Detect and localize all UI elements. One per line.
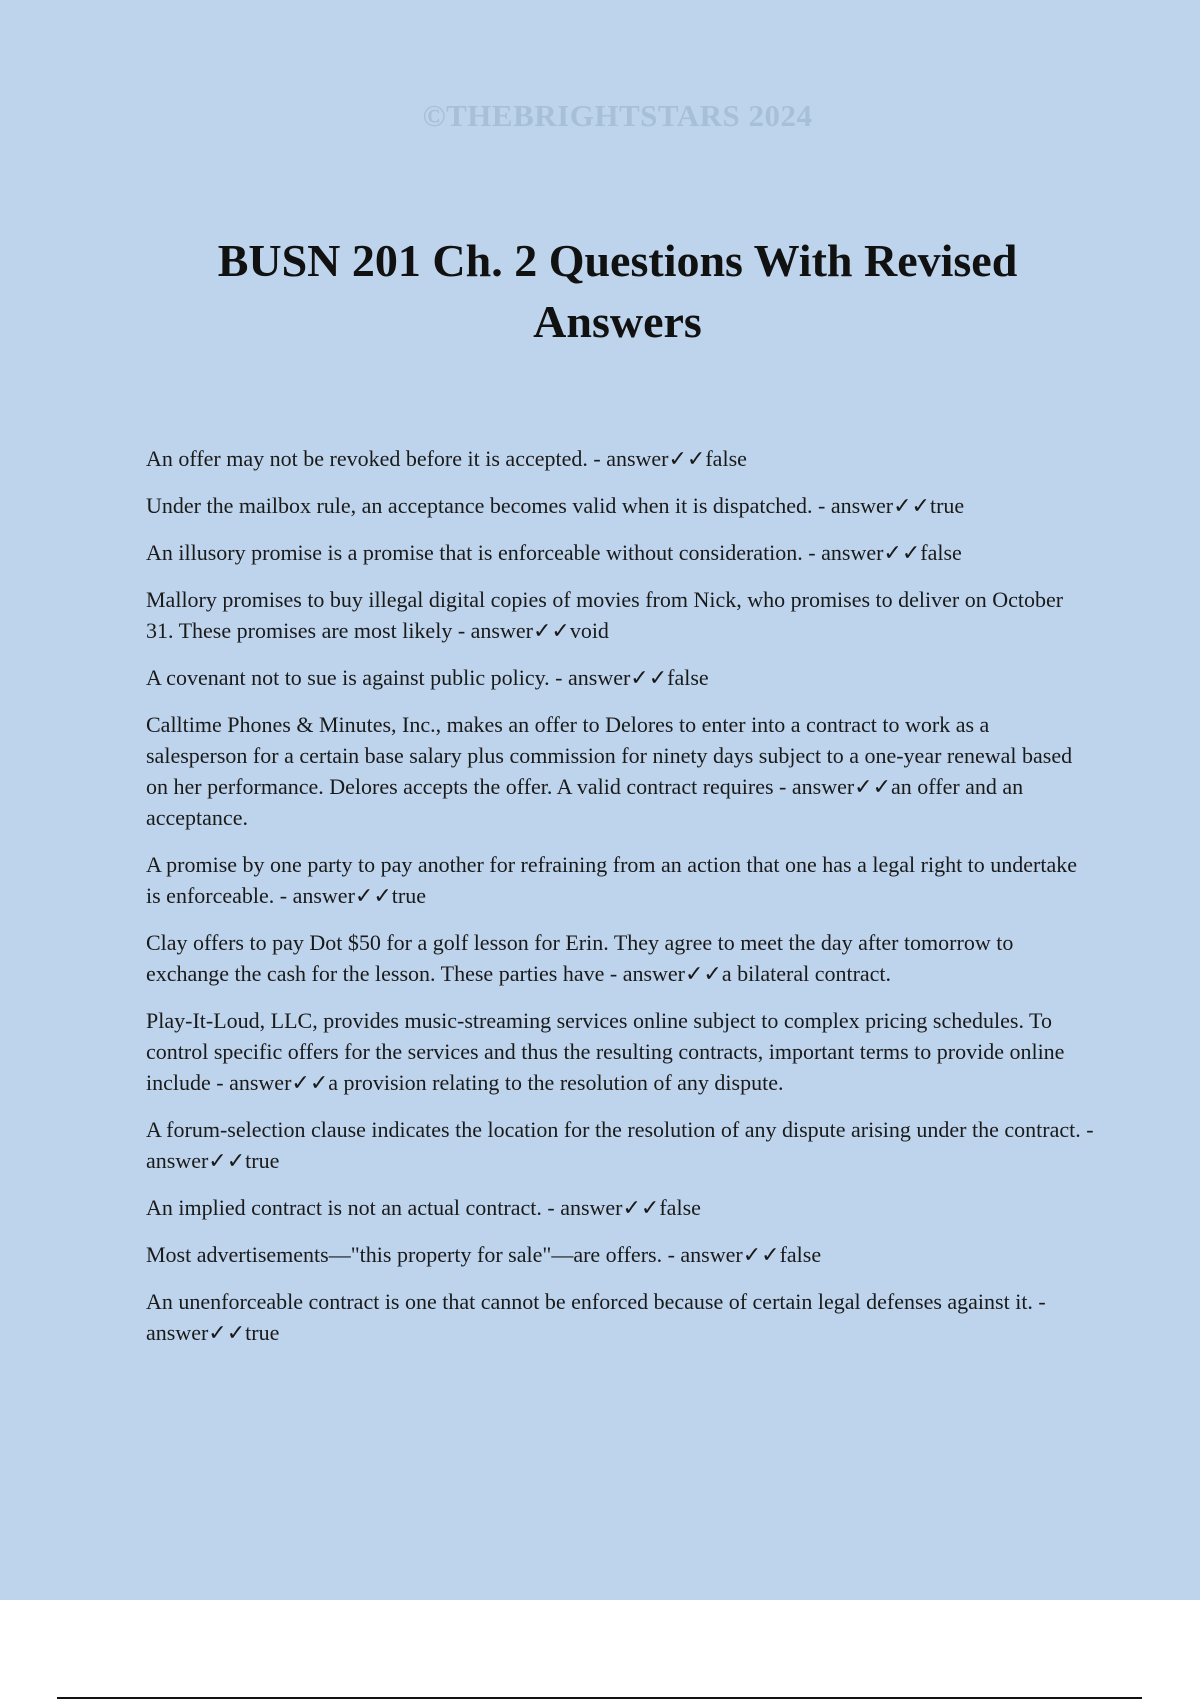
question-text: An implied contract is not an actual contract. - <box>146 1195 561 1220</box>
answer-text: false <box>667 665 709 690</box>
answer-marker: answer✓✓ <box>606 446 706 471</box>
answer-marker: answer✓✓ <box>821 540 921 565</box>
answer-marker: answer✓✓ <box>292 883 392 908</box>
answer-marker: answer✓✓ <box>146 1320 246 1345</box>
question-item <box>146 1239 1096 1270</box>
answer-marker: answer✓✓ <box>470 618 570 643</box>
answer-text: true <box>245 1320 280 1345</box>
answer-text: an offer and an acceptance. <box>146 774 1024 830</box>
question-text: Mallory promises to buy illegal digital copies of movies from Nick, who promises to deliver on October 31. These promises are most likely - <box>146 587 1064 643</box>
answer-marker: answer✓✓ <box>560 1195 660 1220</box>
question-text: An illusory promise is a promise that is enforceable without consideration. - <box>146 540 822 565</box>
answer-marker: answer✓✓ <box>791 774 892 799</box>
answer-marker: answer✓✓ <box>622 961 722 986</box>
question-item <box>146 1005 1096 1098</box>
answer-text: true <box>929 493 965 518</box>
answer-text: false <box>779 1242 822 1267</box>
answer-marker: answer✓✓ <box>680 1242 780 1267</box>
question-text: Calltime Phones & Minutes, Inc., makes an offer to Delores to enter into a contract to work as a salesperson for a certain base salary plus commission for ninety days subject to a one-year renewal based on her performance. Delores accepts the offer. A valid contract requires - <box>146 712 1073 799</box>
answer-text: void <box>569 618 609 643</box>
answer-marker: answer✓✓ <box>830 493 930 518</box>
question-text: A promise by one party to pay another for refraining from an action that one has a legal right to undertake is enforceable. - <box>146 852 1078 908</box>
question-list <box>146 443 1096 1364</box>
answer-text: true <box>245 1148 280 1173</box>
question-item <box>146 927 1096 989</box>
question-item <box>146 584 1096 646</box>
question-item <box>146 1192 1096 1223</box>
answer-marker: answer✓✓ <box>568 665 668 690</box>
question-text: Most advertisements—"this property for sale"—are offers. - <box>146 1242 681 1267</box>
question-item <box>146 537 1096 568</box>
answer-marker: answer✓✓ <box>229 1070 329 1095</box>
answer-text: false <box>920 540 962 565</box>
question-item <box>146 1114 1096 1176</box>
watermark: ©THEBRIGHTSTARS 2024 <box>422 98 813 133</box>
answer-text: a bilateral contract. <box>721 961 892 986</box>
footer-rule <box>57 1697 1142 1699</box>
question-item <box>146 709 1096 833</box>
question-text: An offer may not be revoked before it is accepted. - <box>146 446 607 471</box>
answer-marker: answer✓✓ <box>146 1148 246 1173</box>
question-text: Under the mailbox rule, an acceptance becomes valid when it is dispatched. - <box>146 493 831 518</box>
question-text: Play-It-Loud, LLC, provides music-streaming services online subject to complex pricing schedules. To control specific offers for the services and thus the resulting contracts, important terms to provide online include - <box>146 1008 1065 1095</box>
answer-text: a provision relating to the resolution of any dispute. <box>328 1070 784 1095</box>
question-item <box>146 662 1096 693</box>
question-text: Clay offers to pay Dot $50 for a golf lesson for Erin. They agree to meet the day after tomorrow to exchange the cash for the lesson. These parties have - <box>146 930 1014 986</box>
question-text: A covenant not to sue is against public policy. - <box>146 665 568 690</box>
document-title: BUSN 201 Ch. 2 Questions With Revised Answers <box>217 235 1018 347</box>
question-item <box>146 490 1096 521</box>
question-text: An unenforceable contract is one that cannot be enforced because of certain legal defenses against it. - <box>146 1289 1046 1314</box>
question-text: A forum-selection clause indicates the location for the resolution of any dispute arising under the contract. - <box>146 1117 1094 1142</box>
answer-text: true <box>391 883 426 908</box>
question-item <box>146 849 1096 911</box>
question-item <box>146 1286 1096 1348</box>
answer-text: false <box>659 1195 701 1220</box>
answer-text: false <box>705 446 747 471</box>
question-item <box>146 443 1096 474</box>
